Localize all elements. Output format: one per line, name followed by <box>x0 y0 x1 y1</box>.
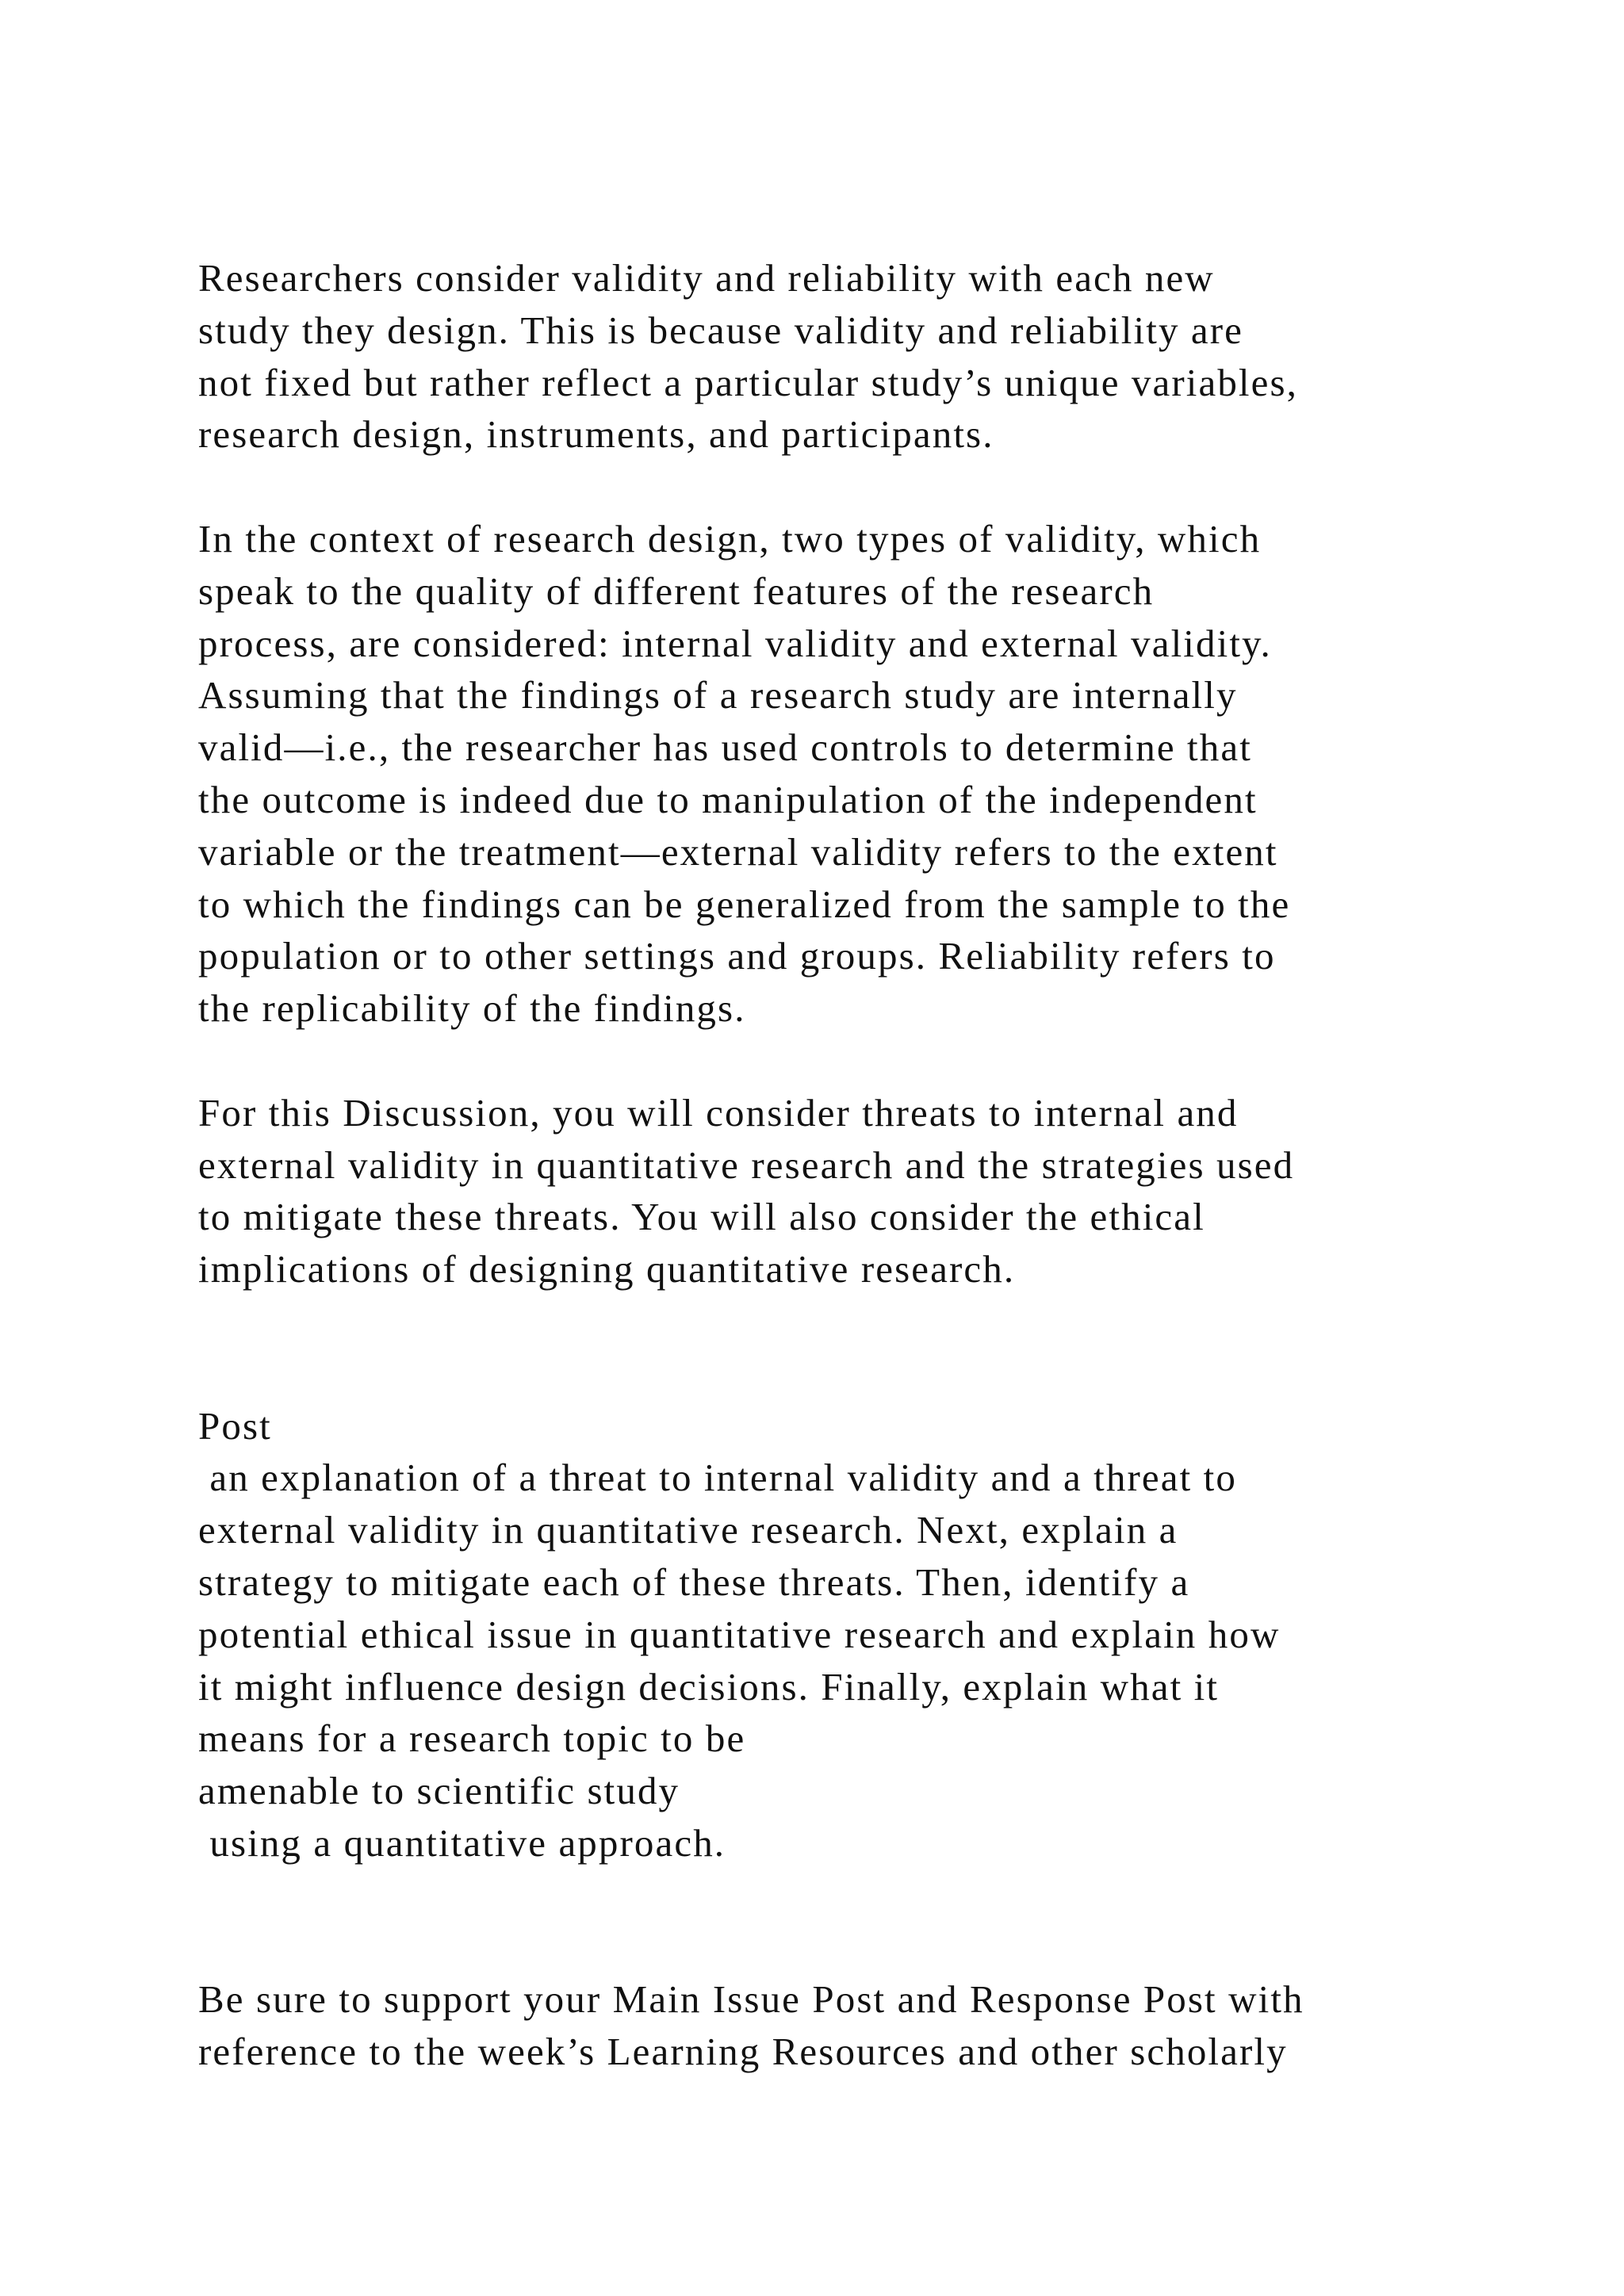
text-line: speak to the quality of different features of the research <box>198 568 1155 613</box>
text-line: it might influence design decisions. Finally, explain what it <box>198 1664 1220 1709</box>
paragraph-gap <box>198 1348 1435 1400</box>
paragraph-gap <box>198 1295 1435 1348</box>
text-line: variable or the treatment—external validity refers to the extent <box>198 829 1278 874</box>
text-line: strategy to mitigate each of these threats. Then, identify a <box>198 1559 1190 1604</box>
text-line: process, are considered: internal validity and external validity. <box>198 621 1272 665</box>
text-line: an explanation of a threat to internal validity and a threat to <box>198 1456 1237 1500</box>
text-line: to which the findings can be generalized from the sample to the <box>198 882 1291 926</box>
text-line: study they design. This is because validity and reliability are <box>198 308 1244 352</box>
text-line: the outcome is indeed due to manipulation of the independent <box>198 777 1258 821</box>
paragraph-gap <box>198 1035 1435 1087</box>
text-line: external validity in quantitative research and the strategies used <box>198 1142 1295 1187</box>
text-line: Be sure to support your Main Issue Post and Response Post with <box>198 1977 1304 2022</box>
text-line: using a quantitative approach. <box>198 1820 726 1865</box>
text-line: In the context of research design, two types of validity, which <box>198 516 1262 561</box>
text-line: potential ethical issue in quantitative research and explain how <box>198 1612 1281 1656</box>
text-line: reference to the week’s Learning Resources and other scholarly <box>198 2030 1288 2074</box>
paragraph-gap <box>198 461 1435 513</box>
paragraph-post-instructions <box>198 1400 1435 1869</box>
text-line: not fixed but rather reflect a particular study’s unique variables, <box>198 360 1299 404</box>
paragraph-discussion <box>198 1087 1435 1295</box>
text-line: the replicability of the findings. <box>198 986 746 1031</box>
text-line: valid—i.e., the researcher has used controls to determine that <box>198 725 1252 770</box>
text-line: implications of designing quantitative research. <box>198 1247 1016 1292</box>
text-line: amenable to scientific study <box>198 1769 680 1813</box>
text-line: population or to other settings and groups. Reliability refers to <box>198 934 1276 978</box>
text-line: Post <box>198 1403 272 1448</box>
paragraph-gap <box>198 1869 1435 1922</box>
text-line: Researchers consider validity and reliability with each new <box>198 256 1215 300</box>
paragraph-intro <box>198 252 1435 461</box>
text-line: means for a research topic to be <box>198 1716 746 1761</box>
text-line: For this Discussion, you will consider threats to internal and <box>198 1090 1239 1135</box>
document-body <box>198 252 1435 2078</box>
text-line: to mitigate these threats. You will also consider the ethical <box>198 1195 1205 1239</box>
paragraph-gap <box>198 1922 1435 1974</box>
paragraph-support <box>198 1973 1435 2078</box>
paragraph-validity-types <box>198 513 1435 1035</box>
text-line: Assuming that the findings of a research study are internally <box>198 673 1238 718</box>
text-line: research design, instruments, and participants. <box>198 412 994 457</box>
text-line: external validity in quantitative research. Next, explain a <box>198 1508 1178 1552</box>
